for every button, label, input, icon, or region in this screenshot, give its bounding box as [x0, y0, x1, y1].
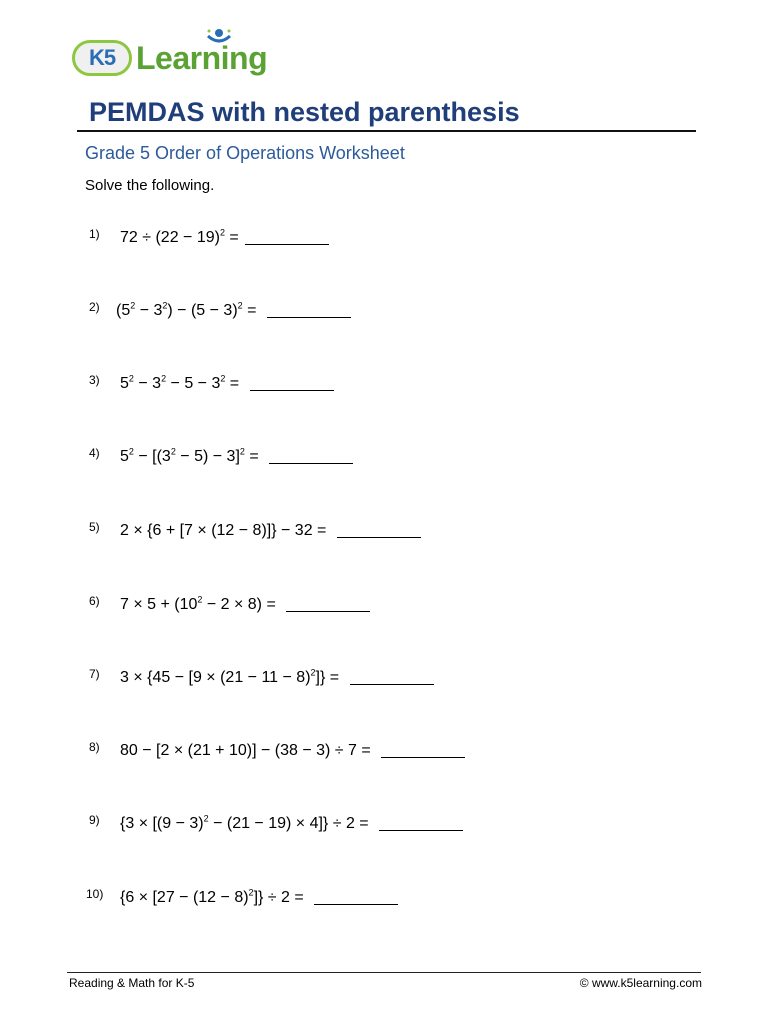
expression-text: 7 × 5 + (10 [120, 596, 198, 613]
expression-text: 80 − [2 × (21 + 10)] − (38 − 3) ÷ 7 = [120, 742, 376, 759]
problem-expression [120, 227, 329, 249]
expression-text: {3 × [(9 − 3) [120, 815, 204, 832]
expression-text: = [244, 448, 264, 465]
expression-text: ]} = [315, 669, 344, 686]
instructions: Solve the following. [85, 177, 215, 194]
problem-item [0, 227, 768, 251]
exponent: 2 [239, 446, 245, 457]
expression-text: {6 × [27 − (12 − 8) [120, 889, 249, 906]
problem-expression [120, 594, 370, 616]
exponent: 2 [203, 813, 209, 824]
expression-text: 2 × {6 + [7 × (12 − 8)]} − 32 = [120, 522, 331, 539]
exponent: 2 [310, 667, 316, 678]
exponent: 2 [128, 446, 134, 457]
expression-text: = [242, 302, 261, 319]
k5-learning-logo [72, 28, 268, 80]
problem-number: 4) [89, 446, 100, 460]
logo-wordmark: Learning [136, 40, 268, 76]
footer-divider [67, 972, 701, 973]
problem-item [0, 446, 768, 470]
expression-text: 5 [120, 448, 129, 465]
problem-item [0, 740, 768, 764]
answer-blank [250, 374, 334, 391]
answer-blank [337, 521, 421, 538]
exponent: 2 [220, 373, 226, 384]
exponent: 2 [161, 373, 167, 384]
problem-number: 7) [89, 667, 100, 681]
expression-text: ) − (5 − 3) [167, 302, 238, 319]
expression-text: − [(3 [133, 448, 171, 465]
expression-text: − 5) − 3] [175, 448, 240, 465]
problem-item [0, 373, 768, 397]
problem-number: 2) [89, 300, 100, 314]
footer-right-text: © www.k5learning.com [579, 976, 702, 990]
expression-text: = [224, 229, 239, 246]
expression-text: − 2 × 8) = [202, 596, 281, 613]
problem-number: 6) [89, 594, 100, 608]
problem-number: 8) [89, 740, 100, 754]
problem-item [0, 594, 768, 618]
expression-text: − 5 − 3 [166, 375, 221, 392]
expression-text: − (21 − 19) × 4]} ÷ 2 = [208, 815, 374, 832]
expression-text: 5 [120, 375, 129, 392]
answer-blank [245, 228, 329, 245]
exponent: 2 [128, 373, 134, 384]
expression-text: (5 [116, 302, 131, 319]
problem-expression [120, 446, 353, 468]
answer-blank [381, 741, 465, 758]
problem-expression [120, 373, 334, 395]
problem-expression [120, 887, 398, 909]
expression-text: − 3 [133, 375, 162, 392]
expression-text: ]} ÷ 2 = [253, 889, 309, 906]
answer-blank [286, 595, 370, 612]
answer-blank [314, 888, 398, 905]
expression-text: 3 × {45 − [9 × (21 − 11 − 8) [120, 669, 311, 686]
logo-badge: K5 [72, 40, 132, 76]
page-title: PEMDAS with nested parenthesis [89, 97, 520, 127]
exponent: 2 [197, 594, 203, 605]
footer-left-text: Reading & Math for K-5 [69, 976, 195, 990]
problem-expression [120, 813, 463, 835]
problem-number: 9) [89, 813, 100, 827]
page-subtitle: Grade 5 Order of Operations Worksheet [85, 143, 405, 163]
problem-item [0, 520, 768, 544]
logo-figure-icon [206, 28, 232, 50]
exponent: 2 [248, 887, 254, 898]
problem-expression [120, 667, 434, 689]
title-divider [77, 130, 696, 132]
problem-item [0, 300, 768, 324]
answer-blank [379, 814, 463, 831]
problem-number: 10) [86, 887, 104, 901]
problem-expression [116, 300, 351, 322]
problem-item [0, 887, 768, 911]
exponent: 2 [162, 300, 168, 311]
problem-expression [120, 520, 421, 542]
problem-item [0, 667, 768, 691]
answer-blank [350, 668, 434, 685]
problem-item [0, 813, 768, 837]
problem-number: 5) [89, 520, 100, 534]
expression-text: − 3 [135, 302, 163, 319]
exponent: 2 [130, 300, 136, 311]
exponent: 2 [237, 300, 243, 311]
problem-expression [120, 740, 465, 762]
exponent: 2 [219, 227, 225, 238]
problem-number: 1) [89, 227, 100, 241]
exponent: 2 [170, 446, 176, 457]
expression-text: 72 ÷ (22 − 19) [120, 229, 220, 246]
answer-blank [267, 301, 351, 318]
answer-blank [269, 447, 353, 464]
expression-text: = [225, 375, 244, 392]
problem-number: 3) [89, 373, 100, 387]
